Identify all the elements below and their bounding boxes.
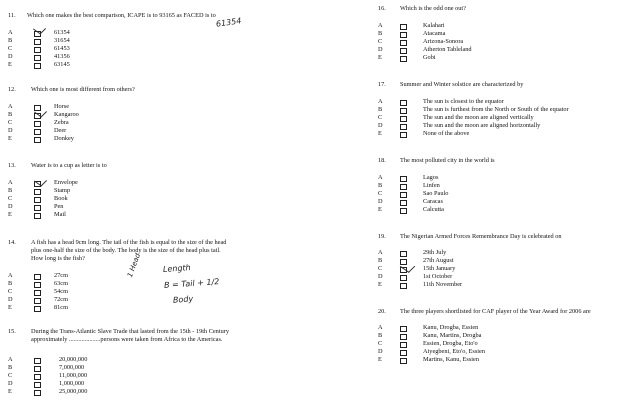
option-letter: D (378, 348, 383, 355)
question-number: 19. (378, 233, 386, 240)
option-letter: D (378, 198, 383, 205)
option-letter: D (8, 380, 13, 387)
option-text: 63cm (54, 280, 68, 287)
question-17 (378, 82, 638, 142)
option-letter: A (378, 174, 383, 181)
checkbox[interactable] (400, 200, 407, 207)
checkbox[interactable] (400, 192, 407, 199)
option-text: Envelope (54, 179, 78, 186)
option-letter: E (8, 304, 12, 311)
question-text-line-2: plus one-half the size of the body. The body is the size of the head plus tail. (31, 247, 221, 254)
option-letter: B (8, 187, 13, 194)
option-letter: D (8, 296, 13, 303)
option-letter: A (378, 98, 383, 105)
option-text: Kanu, Drogba, Essien (423, 324, 479, 331)
question-text: Which one makes the best comparison, ICAPE is to 93165 as FACED is to (27, 12, 216, 19)
option-letter: C (8, 119, 13, 126)
handwritten-answer: 61354 (215, 16, 242, 29)
question-number: 11. (8, 12, 16, 19)
option-text: Horse (54, 103, 70, 110)
option-letter: E (378, 130, 382, 137)
option-text: Pen (54, 203, 64, 210)
option-text: 61354 (54, 29, 70, 36)
option-text: Mail (54, 211, 66, 218)
option-letter: A (378, 324, 383, 331)
option-text: Zebra (54, 119, 69, 126)
option-letter: D (378, 46, 383, 53)
question-number: 13. (8, 162, 16, 169)
checkbox[interactable] (400, 334, 407, 341)
checkbox[interactable] (400, 275, 407, 282)
option-text: Stamp (54, 187, 71, 194)
checkbox[interactable] (34, 121, 41, 128)
option-text: 15th January (423, 265, 456, 272)
option-text: The sun and the moon are aligned vertically (423, 114, 534, 121)
option-letter: D (8, 203, 13, 210)
option-text: None of the above (423, 130, 470, 137)
question-number: 12. (8, 86, 16, 93)
option-text: Linfen (423, 182, 440, 189)
checkbox[interactable] (400, 184, 407, 191)
option-text: 31654 (54, 37, 70, 44)
option-text: Arizona-Sonora (423, 38, 464, 45)
checkbox[interactable] (400, 350, 407, 357)
option-letter: E (378, 54, 382, 61)
question-15 (8, 329, 318, 401)
option-letter: C (378, 340, 383, 347)
option-text: Atherton Tableland (423, 46, 472, 53)
checkbox[interactable] (400, 251, 407, 258)
question-text-line-2: approximately ....................persons were taken from Africa to the Americas. (31, 336, 223, 343)
option-letter: B (378, 182, 383, 189)
question-number: 16. (378, 5, 386, 12)
option-letter: C (378, 265, 383, 272)
question-text-line-1: During the Trans-Atlantic Slave Trade that lasted from the 15th - 19th Century (31, 328, 229, 335)
checkbox[interactable] (400, 283, 407, 290)
option-text: 20,000,000 (59, 356, 88, 363)
option-text: Kalahari (423, 22, 445, 29)
question-text: Water is to a cup as letter is to (31, 162, 107, 169)
checkbox[interactable] (400, 208, 407, 215)
option-letter: C (8, 195, 13, 202)
checkbox[interactable] (34, 382, 41, 389)
option-text: The sun and the moon are aligned horizontally (423, 122, 541, 129)
option-text: Deer (54, 127, 67, 134)
checkbox[interactable] (34, 390, 41, 397)
option-letter: A (8, 356, 13, 363)
checkbox[interactable] (34, 63, 41, 70)
option-text: 11,000,000 (59, 372, 88, 379)
checkbox[interactable] (34, 213, 41, 220)
checkbox[interactable] (34, 137, 41, 144)
option-letter: C (8, 372, 13, 379)
option-text: Essien, Drogba, Eto'o (423, 340, 478, 347)
checkbox[interactable] (400, 24, 407, 31)
checkbox[interactable] (400, 132, 407, 139)
question-12 (8, 87, 308, 147)
option-letter: D (8, 127, 13, 134)
option-text: Sao Paulo (423, 190, 449, 197)
option-text: 81cm (54, 304, 68, 311)
option-letter: A (8, 179, 13, 186)
option-letter: D (378, 273, 383, 280)
option-letter: E (8, 61, 12, 68)
question-number: 14. (8, 239, 16, 246)
checkbox[interactable] (400, 100, 407, 107)
option-letter: E (378, 206, 382, 213)
question-text: Which one is most different from others? (31, 86, 135, 93)
question-11 (8, 13, 308, 73)
question-13 (8, 163, 308, 223)
option-text: 72cm (54, 296, 68, 303)
checkbox[interactable] (400, 358, 407, 365)
checkbox[interactable] (400, 40, 407, 47)
checkbox[interactable] (34, 189, 41, 196)
option-letter: A (8, 29, 13, 36)
option-letter: B (8, 37, 13, 44)
option-text: Lagos (423, 174, 439, 181)
checkbox[interactable] (34, 306, 41, 313)
checkbox[interactable] (400, 342, 407, 349)
option-letter: B (8, 280, 13, 287)
option-letter: B (378, 106, 383, 113)
option-letter: A (378, 249, 383, 256)
option-letter: C (8, 45, 13, 52)
checkbox[interactable] (34, 358, 41, 365)
option-text: Aiyegbeni, Eto'o, Essien (423, 348, 485, 355)
option-letter: A (378, 22, 383, 29)
question-text: The Nigerian Armed Forces Remembrance Day is celebrated on (400, 233, 562, 240)
option-text: Atacama (423, 30, 446, 37)
checkbox[interactable] (34, 282, 41, 289)
handwritten-note-head: 1 Head (125, 252, 143, 279)
question-text-line-3: How long is the fish? (31, 255, 85, 262)
question-16 (378, 6, 638, 64)
option-text: 61453 (54, 45, 70, 52)
checkbox[interactable] (400, 176, 407, 183)
question-18 (378, 158, 638, 216)
option-text: Kangaroo (54, 111, 79, 118)
checkbox[interactable] (34, 39, 41, 46)
option-text: Gobi (423, 54, 436, 61)
checkbox[interactable] (400, 116, 407, 123)
question-text: The most polluted city in the world is (400, 157, 495, 164)
option-text: 27th August (423, 257, 454, 264)
option-text: Kanu, Martins, Drogba (423, 332, 482, 339)
question-19 (378, 234, 638, 294)
question-text-line-1: A fish has a head 9cm long. The tail of the fish is equal to the size of the head (31, 239, 227, 246)
option-text: 29th July (423, 249, 447, 256)
question-number: 17. (378, 81, 386, 88)
option-text: 1st October (423, 273, 453, 280)
question-number: 15. (8, 328, 16, 335)
checkbox[interactable] (34, 274, 41, 281)
checkbox[interactable] (34, 197, 41, 204)
option-text: 11th November (423, 281, 463, 288)
question-20 (378, 309, 638, 369)
checkbox[interactable] (400, 32, 407, 39)
checkbox[interactable] (34, 55, 41, 62)
handwritten-note-body: Body (172, 294, 194, 305)
checkbox[interactable] (400, 108, 407, 115)
option-text: 25,000,000 (59, 388, 88, 395)
option-letter: B (378, 257, 383, 264)
checkbox[interactable] (400, 326, 407, 333)
option-text: 7,000,000 (59, 364, 85, 371)
option-letter: E (8, 388, 12, 395)
checkbox[interactable] (34, 290, 41, 297)
option-text: The sun is closest to the equator (423, 98, 504, 105)
option-letter: D (378, 122, 383, 129)
handwritten-note-length: Length (162, 263, 191, 274)
option-letter: C (378, 114, 383, 121)
option-letter: E (8, 211, 12, 218)
question-text: Summer and Winter solstice are characterized by (400, 81, 524, 88)
question-14 (8, 240, 318, 320)
checkbox[interactable] (400, 56, 407, 63)
option-letter: C (378, 190, 383, 197)
checkbox[interactable] (34, 47, 41, 54)
option-letter: A (8, 272, 13, 279)
option-letter: B (378, 30, 383, 37)
option-text: Donkey (54, 135, 74, 142)
handwritten-note-formula: B = Tail + 1/2 (163, 277, 220, 290)
option-text: 27cm (54, 272, 68, 279)
option-letter: B (8, 364, 13, 371)
checkbox[interactable] (34, 129, 41, 136)
question-text: Which is the odd one out? (400, 5, 466, 12)
checkbox[interactable] (400, 124, 407, 131)
checkbox[interactable] (34, 205, 41, 212)
option-letter: C (378, 38, 383, 45)
option-letter: E (378, 356, 382, 363)
option-text: Martins, Kanu, Essien (423, 356, 479, 363)
option-text: 1,000,000 (59, 380, 85, 387)
question-number: 18. (378, 157, 386, 164)
option-text: 54cm (54, 288, 68, 295)
option-letter: B (378, 332, 383, 339)
checkbox[interactable] (34, 374, 41, 381)
option-letter: C (8, 288, 13, 295)
option-letter: A (8, 103, 13, 110)
question-text: The three players shortlisted for CAF player of the Year Award for 2006 are (400, 308, 591, 315)
option-text: 63145 (54, 61, 70, 68)
option-letter: E (378, 281, 382, 288)
option-text: Book (54, 195, 68, 202)
option-letter: E (8, 135, 12, 142)
checkbox[interactable] (34, 298, 41, 305)
question-number: 20. (378, 308, 386, 315)
option-letter: D (8, 53, 13, 60)
option-text: Caracas (423, 198, 443, 205)
checkbox[interactable] (400, 48, 407, 55)
option-text: 41356 (54, 53, 70, 60)
option-letter: B (8, 111, 13, 118)
option-text: Calcutta (423, 206, 444, 213)
checkbox[interactable] (34, 366, 41, 373)
option-text: The sun is furthest from the North or South of the equator (423, 106, 569, 113)
